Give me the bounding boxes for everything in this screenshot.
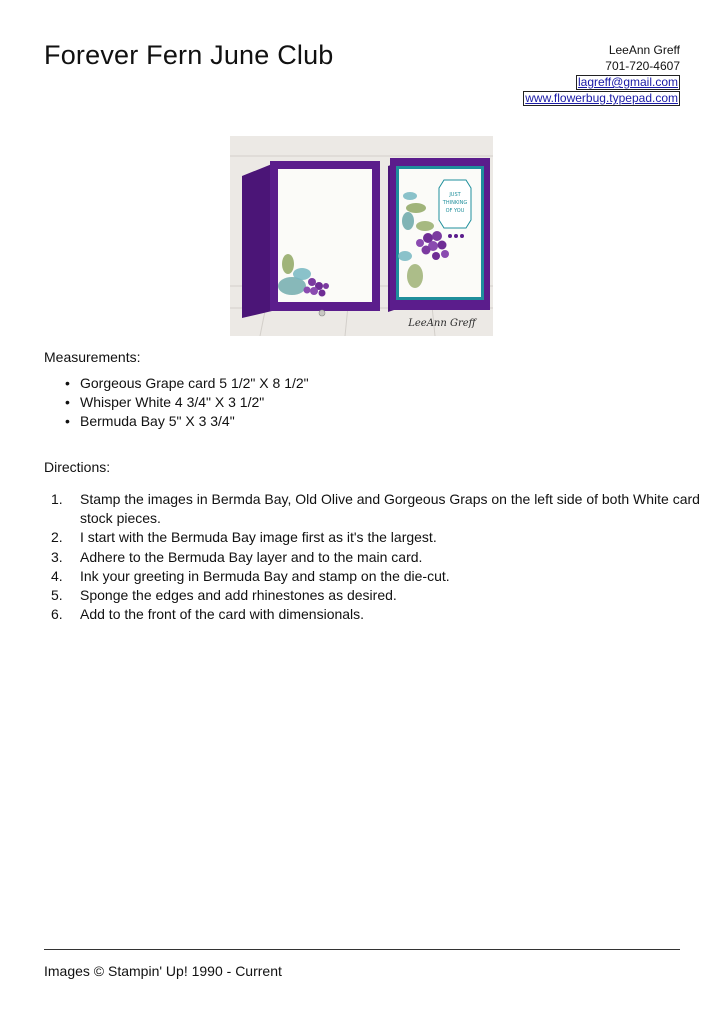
list-item: I start with the Bermuda Bay image first as it's the largest. bbox=[80, 529, 437, 546]
email-link[interactable]: lagreff@gmail.com bbox=[578, 75, 678, 89]
list-item: • Whisper White 4 3/4" X 3 1/2" bbox=[80, 393, 309, 412]
list-item: Ink your greeting in Bermuda Bay and stamp on the die-cut. bbox=[80, 567, 450, 584]
card-photo bbox=[230, 136, 493, 336]
directions-list bbox=[44, 490, 710, 624]
list-item: • Gorgeous Grape card 5 1/2" X 8 1/2" bbox=[80, 374, 309, 393]
greeting-line-3: OF YOU bbox=[445, 208, 465, 214]
list-item: • Bermuda Bay 5" X 3 3/4" bbox=[80, 412, 309, 431]
list-item: Adhere to the Bermuda Bay layer and to the main card. bbox=[80, 548, 423, 565]
footer-divider bbox=[44, 949, 680, 950]
greeting-line-2: THINKING bbox=[442, 200, 468, 206]
contact-phone: 701-720-4607 bbox=[605, 59, 680, 73]
signature-watermark: LeeAnn Greff bbox=[408, 318, 476, 329]
footer-copyright: Images © Stampin' Up! 1990 - Current bbox=[44, 963, 282, 979]
website-link[interactable]: www.flowerbug.typepad.com bbox=[525, 91, 678, 105]
directions-heading: Directions: bbox=[44, 459, 111, 475]
greeting-line-1: JUST bbox=[449, 192, 461, 198]
page-title: Forever Fern June Club bbox=[44, 40, 334, 70]
list-item: Stamp the images in Bermda Bay, Old Olive and Gorgeous Graps on the left side of both White card stock pieces. bbox=[80, 491, 700, 527]
list-item: Sponge the edges and add rhinestones as desired. bbox=[80, 587, 397, 604]
list-item: Add to the front of the card with dimensionals. bbox=[80, 606, 365, 623]
contact-block bbox=[523, 42, 680, 106]
measurements-heading: Measurements: bbox=[44, 349, 141, 365]
measurements-list bbox=[44, 374, 309, 431]
contact-name: LeeAnn Greff bbox=[608, 43, 680, 57]
